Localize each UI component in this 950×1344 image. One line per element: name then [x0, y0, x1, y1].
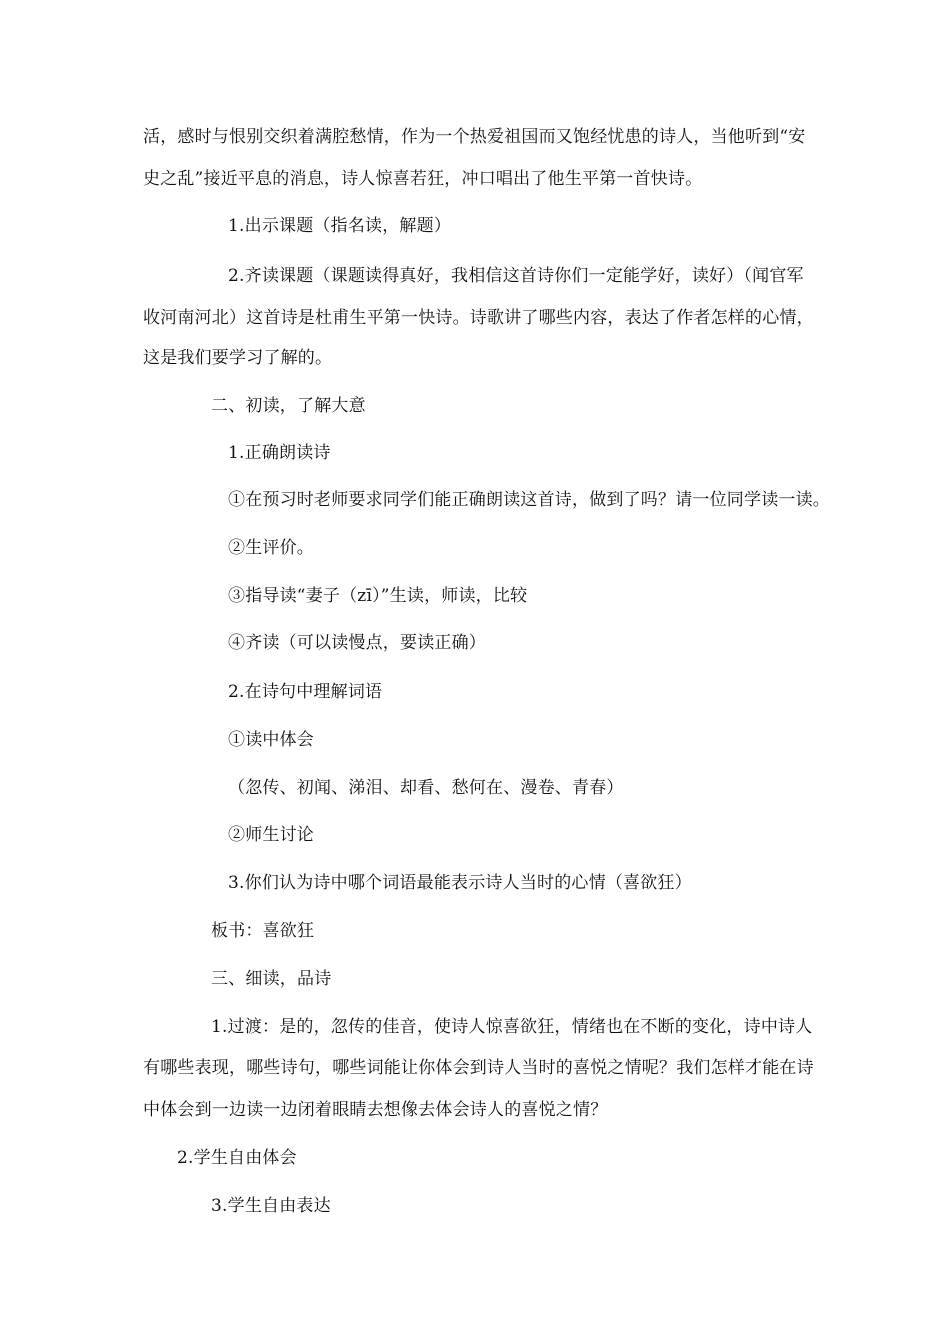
paragraph-line: ④齐读（可以读慢点，要读正确）: [228, 633, 486, 653]
paragraph-line: 中体会到一边读一边闭着眼睛去想像去体会诗人的喜悦之情？: [143, 1100, 608, 1120]
paragraph-line: （忽传、初闻、涕泪、却看、愁何在、漫卷、青春）: [228, 778, 624, 798]
paragraph-line: ①在预习时老师要求同学们能正确朗读这首诗，做到了吗？请一位同学读一读。: [228, 490, 830, 510]
paragraph-line: 有哪些表现，哪些诗句，哪些词能让你体会到诗人当时的喜悦之情呢？我们怎样才能在诗: [143, 1058, 814, 1078]
paragraph-line: 1.过渡：是的，忽传的佳音，使诗人惊喜欲狂，情绪也在不断的变化，诗中诗人: [211, 1017, 813, 1037]
paragraph-line: 收河南河北）这首诗是杜甫生平第一快诗。诗歌讲了哪些内容，表达了作者怎样的心情，: [143, 308, 814, 328]
paragraph-line: 史之乱”接近平息的消息，诗人惊喜若狂，冲口唱出了他生平第一首快诗。: [143, 169, 703, 189]
paragraph-line: 1.正确朗读诗: [228, 443, 331, 463]
section-heading: 三、细读，品诗: [211, 969, 332, 989]
section-heading: 二、初读，了解大意: [211, 396, 366, 416]
paragraph-line: 3.学生自由表达: [211, 1196, 331, 1216]
paragraph-line: 这是我们要学习了解的。: [143, 348, 333, 368]
paragraph-line: ②师生讨论: [228, 825, 314, 845]
paragraph-line: ①读中体会: [228, 730, 314, 750]
paragraph-line: 2.学生自由体会: [177, 1148, 297, 1168]
paragraph-line: 板书：喜欲狂: [211, 921, 315, 941]
paragraph-line: 3.你们认为诗中哪个词语最能表示诗人当时的心情（喜欲狂）: [228, 873, 692, 893]
paragraph-line: ③指导读“妻子（zī）”生读，师读，比较: [228, 586, 528, 606]
paragraph-line: ②生评价。: [228, 538, 314, 558]
paragraph-line: 活，感时与恨别交织着满腔愁情，作为一个热爱祖国而又饱经忧患的诗人，当他听到“安: [143, 127, 806, 147]
paragraph-line: 1.出示课题（指名读，解题）: [228, 216, 452, 236]
paragraph-line: 2.齐读课题（课题读得真好，我相信这首诗你们一定能学好，读好）（闻官军: [228, 266, 804, 286]
paragraph-line: 2.在诗句中理解词语: [228, 682, 383, 702]
